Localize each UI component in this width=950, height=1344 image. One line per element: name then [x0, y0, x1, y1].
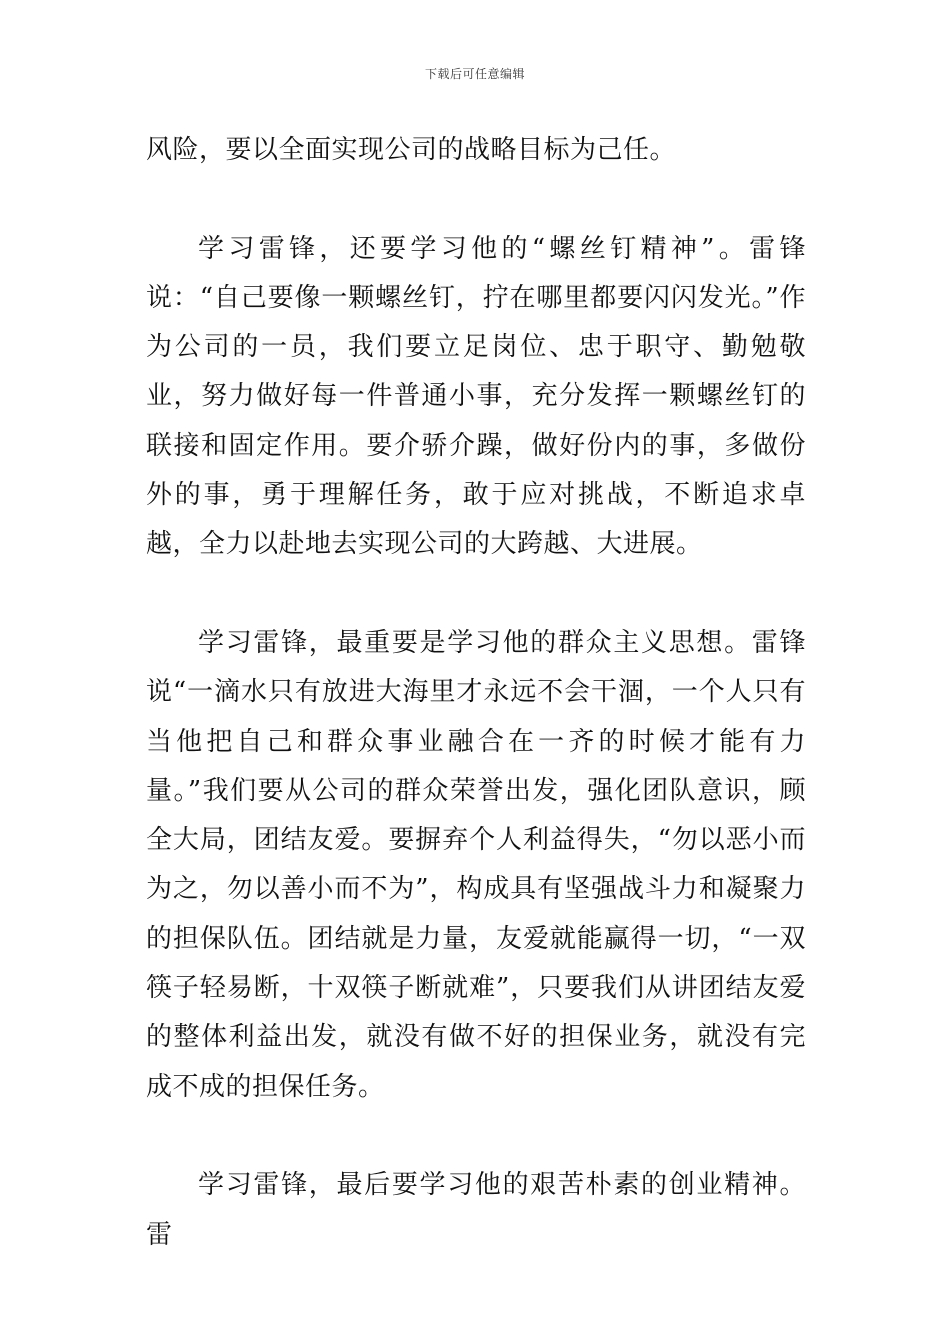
paragraph-gap: [146, 175, 806, 224]
document-body: [146, 126, 806, 1260]
page-header: 下载后可任意编辑: [424, 67, 525, 81]
paragraph-2: 学习雷锋，还要学习他的“螺丝钉精神”。雷锋说：“自己要像一颗螺丝钉，拧在哪里都要闪闪发光。”作为公司的一员，我们要立足岗位、忠于职守、勤勉敬业，努力做好每一件普通小事，充分发挥一颗螺丝钉的联接和固定作用。要介骄介躁，做好份内的事，多做份外的事，勇于理解任务，敢于应对挑战，不断追求卓越，全力以赴地去实现公司的大跨越、大进展。: [146, 233, 806, 560]
paragraph-gap: [146, 570, 806, 619]
paragraph-gap: [146, 1112, 806, 1161]
paragraph-4: 学习雷锋，最后要学习他的艰苦朴素的创业精神。雷: [146, 1170, 806, 1250]
paragraph-3: 学习雷锋，最重要是学习他的群众主义思想。雷锋说“一滴水只有放进大海里才永远不会干涸，一个人只有当他把自己和群众事业融合在一齐的时候才能有力量。”我们要从公司的群众荣誉出发，强化团队意识，顾全大局，团结友爱。要摒弃个人利益得失，“勿以恶小而为之，勿以善小而不为”，构成具有坚强战斗力和凝聚力的担保队伍。团结就是力量，友爱就能赢得一切，“一双筷子轻易断，十双筷子断就难”，只要我们从讲团结友爱的整体利益出发，就没有做不好的担保业务，就没有完成不成的担保任务。: [146, 627, 806, 1102]
paragraph-1: 风险，要以全面实现公司的战略目标为己任。: [146, 135, 677, 165]
